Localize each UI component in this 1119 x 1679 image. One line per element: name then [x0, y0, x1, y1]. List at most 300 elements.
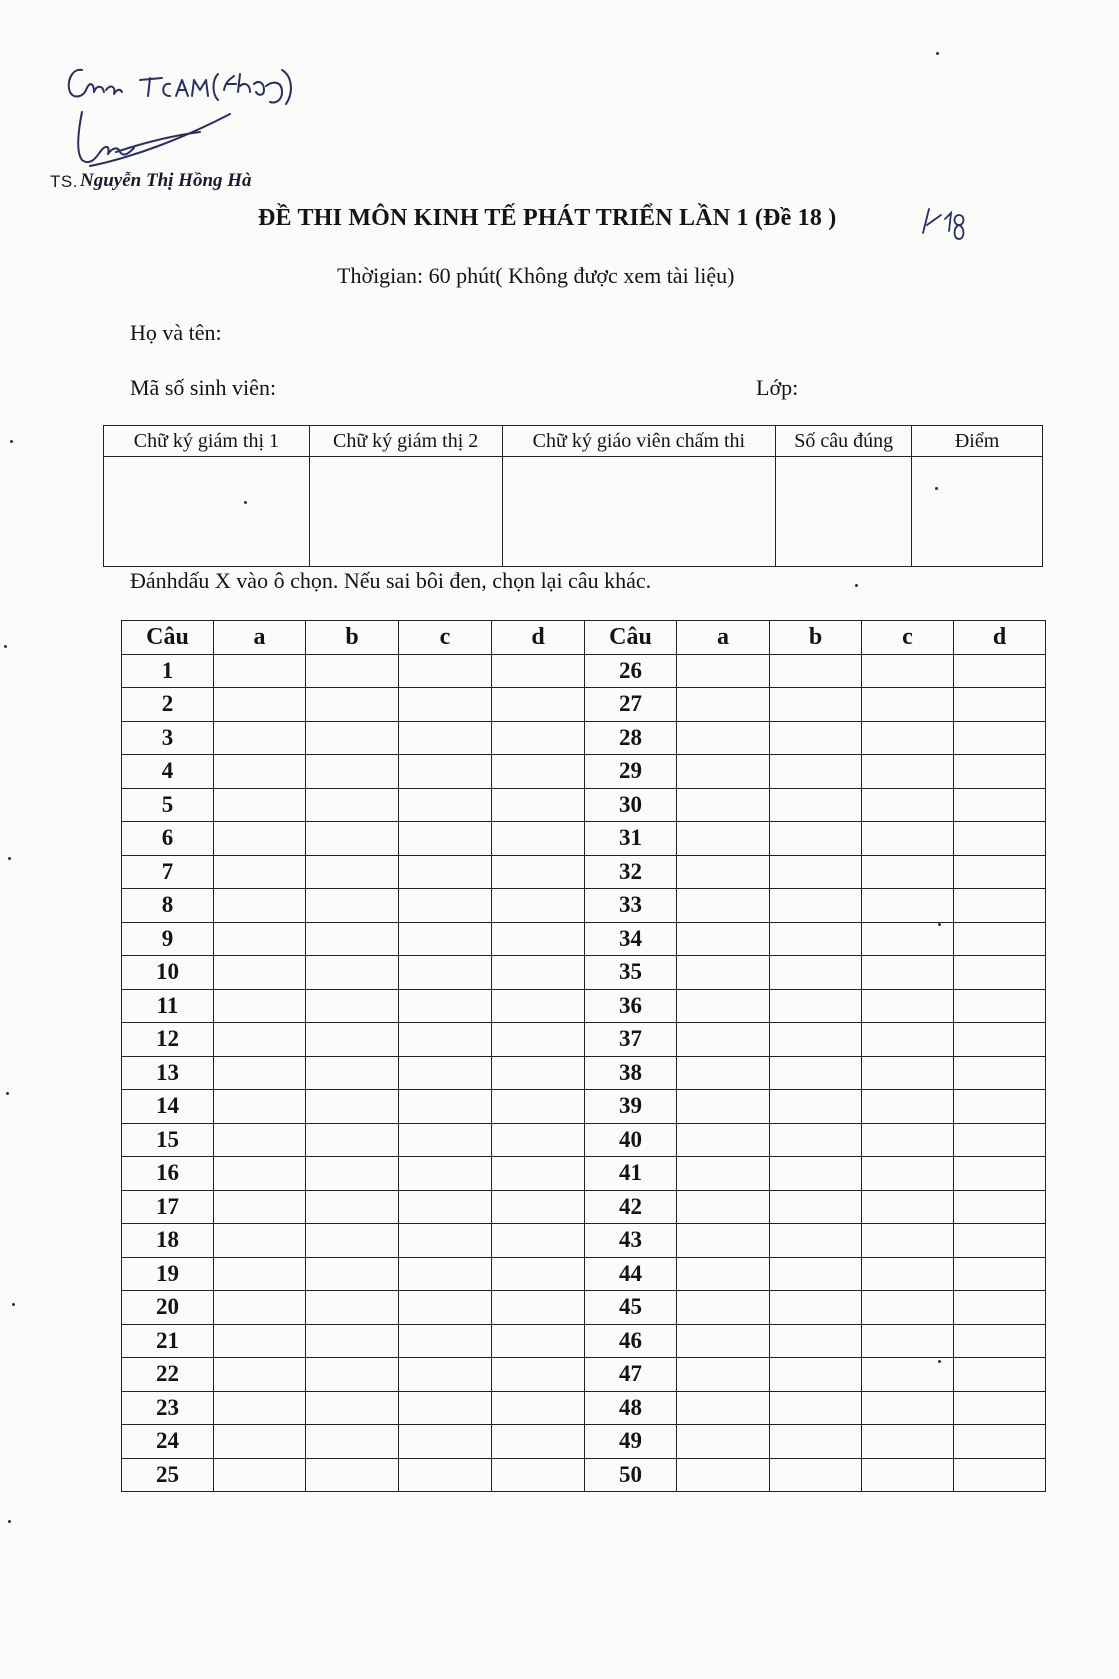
- answer-option-c-cell[interactable]: [862, 1056, 954, 1090]
- answer-option-a-cell[interactable]: [214, 822, 306, 856]
- answer-option-d-cell[interactable]: [954, 889, 1046, 923]
- answer-option-a-cell[interactable]: [677, 654, 770, 688]
- answer-option-a-cell[interactable]: [214, 1056, 306, 1090]
- answer-option-d-cell[interactable]: [492, 1224, 585, 1258]
- answer-option-b-cell[interactable]: [306, 1090, 399, 1124]
- answer-option-a-cell[interactable]: [214, 922, 306, 956]
- answer-option-b-cell[interactable]: [306, 755, 399, 789]
- answer-row: [122, 1190, 1046, 1224]
- answer-row: [122, 1023, 1046, 1057]
- question-number-right: 42: [585, 1190, 677, 1224]
- answer-option-c-cell[interactable]: [399, 1458, 492, 1492]
- option-a-header-right: a: [677, 621, 770, 655]
- answer-row: [122, 1324, 1046, 1358]
- answer-option-a-cell[interactable]: [214, 1458, 306, 1492]
- answer-option-d-cell[interactable]: [492, 755, 585, 789]
- scan-speck: [8, 1520, 11, 1523]
- question-number-left: 13: [122, 1056, 214, 1090]
- scan-speck: [12, 1303, 15, 1306]
- question-number-left: 3: [122, 721, 214, 755]
- answer-option-b-cell[interactable]: [770, 1056, 862, 1090]
- answer-option-b-cell[interactable]: [770, 1224, 862, 1258]
- answer-option-d-cell[interactable]: [954, 922, 1046, 956]
- answer-row: [122, 1157, 1046, 1191]
- answer-row: [122, 1391, 1046, 1425]
- answer-option-a-cell[interactable]: [677, 922, 770, 956]
- question-number-left: 19: [122, 1257, 214, 1291]
- answer-option-d-cell[interactable]: [492, 1291, 585, 1325]
- question-number-left: 11: [122, 989, 214, 1023]
- answer-option-c-cell[interactable]: [862, 721, 954, 755]
- answer-option-b-cell[interactable]: [306, 1123, 399, 1157]
- answer-option-d-cell[interactable]: [492, 1358, 585, 1392]
- answer-option-b-cell[interactable]: [770, 989, 862, 1023]
- scan-speck: [244, 501, 247, 504]
- answer-option-b-cell[interactable]: [306, 1023, 399, 1057]
- question-number-left: 1: [122, 654, 214, 688]
- answer-option-d-cell[interactable]: [492, 989, 585, 1023]
- answer-option-a-cell[interactable]: [677, 855, 770, 889]
- answer-option-d-cell[interactable]: [954, 788, 1046, 822]
- answer-option-c-cell[interactable]: [399, 1391, 492, 1425]
- answer-option-a-cell[interactable]: [677, 1190, 770, 1224]
- question-number-right: 47: [585, 1358, 677, 1392]
- answer-option-b-cell[interactable]: [306, 889, 399, 923]
- grader-signature-header: Chữ ký giáo viên chấm thi: [502, 426, 776, 457]
- name-field-label: Họ và tên:: [130, 320, 222, 345]
- answer-option-c-cell[interactable]: [399, 855, 492, 889]
- answer-option-a-cell[interactable]: [677, 822, 770, 856]
- answer-option-c-cell[interactable]: [862, 1190, 954, 1224]
- answer-option-d-cell[interactable]: [954, 1224, 1046, 1258]
- answer-option-c-cell[interactable]: [862, 1257, 954, 1291]
- answer-option-c-cell[interactable]: [399, 889, 492, 923]
- question-header-right: Câu: [585, 621, 677, 655]
- answer-option-a-cell[interactable]: [677, 721, 770, 755]
- answer-option-a-cell[interactable]: [214, 956, 306, 990]
- answer-option-b-cell[interactable]: [770, 1425, 862, 1459]
- exam-duration-note: Thờigian: 60 phút( Không được xem tài liệu): [337, 263, 735, 288]
- answer-option-c-cell[interactable]: [862, 822, 954, 856]
- answer-option-b-cell[interactable]: [770, 1090, 862, 1124]
- answer-option-d-cell[interactable]: [954, 855, 1046, 889]
- answer-option-b-cell[interactable]: [770, 1291, 862, 1325]
- answer-option-b-cell[interactable]: [770, 922, 862, 956]
- answer-option-a-cell[interactable]: [214, 889, 306, 923]
- answer-option-c-cell[interactable]: [399, 688, 492, 722]
- answer-option-d-cell[interactable]: [492, 1123, 585, 1157]
- answer-option-a-cell[interactable]: [214, 1224, 306, 1258]
- answer-option-a-cell[interactable]: [677, 1224, 770, 1258]
- score-cell[interactable]: [912, 457, 1043, 567]
- question-number-left: 17: [122, 1190, 214, 1224]
- answer-option-c-cell[interactable]: [862, 1090, 954, 1124]
- answer-option-a-cell[interactable]: [214, 1190, 306, 1224]
- class-field-label: Lớp:: [756, 375, 799, 400]
- page-title: ĐỀ THI MÔN KINH TẾ PHÁT TRIỂN LẦN 1 (Đề 18 ): [258, 205, 837, 231]
- answer-option-b-cell[interactable]: [306, 688, 399, 722]
- answer-option-a-cell[interactable]: [214, 688, 306, 722]
- answer-grid: [121, 620, 1046, 1492]
- answer-option-c-cell[interactable]: [399, 654, 492, 688]
- scan-speck: [936, 52, 939, 55]
- scan-speck: [938, 1360, 941, 1363]
- answer-option-d-cell[interactable]: [492, 1056, 585, 1090]
- answer-option-a-cell[interactable]: [214, 654, 306, 688]
- answer-option-a-cell[interactable]: [677, 1157, 770, 1191]
- answer-option-c-cell[interactable]: [862, 1324, 954, 1358]
- answer-option-a-cell[interactable]: [677, 1123, 770, 1157]
- answer-option-c-cell[interactable]: [399, 755, 492, 789]
- question-number-right: 41: [585, 1157, 677, 1191]
- signature-score-table: [103, 425, 1043, 567]
- answer-option-b-cell[interactable]: [306, 788, 399, 822]
- question-number-right: 36: [585, 989, 677, 1023]
- question-number-right: 35: [585, 956, 677, 990]
- answer-option-c-cell[interactable]: [862, 1023, 954, 1057]
- answer-option-c-cell[interactable]: [399, 1023, 492, 1057]
- answer-option-d-cell[interactable]: [954, 1257, 1046, 1291]
- answer-option-b-cell[interactable]: [770, 1391, 862, 1425]
- answer-option-a-cell[interactable]: [214, 1324, 306, 1358]
- answer-option-d-cell[interactable]: [954, 1358, 1046, 1392]
- answer-option-b-cell[interactable]: [306, 1224, 399, 1258]
- answer-option-d-cell[interactable]: [492, 855, 585, 889]
- answer-option-a-cell[interactable]: [214, 1023, 306, 1057]
- answer-row: [122, 822, 1046, 856]
- answer-row: [122, 989, 1046, 1023]
- answer-option-d-cell[interactable]: [954, 1123, 1046, 1157]
- answer-option-c-cell[interactable]: [399, 956, 492, 990]
- answer-option-b-cell[interactable]: [306, 922, 399, 956]
- answer-option-d-cell[interactable]: [492, 1157, 585, 1191]
- question-number-left: 16: [122, 1157, 214, 1191]
- answer-option-b-cell[interactable]: [770, 1324, 862, 1358]
- answer-option-a-cell[interactable]: [677, 1090, 770, 1124]
- answer-option-c-cell[interactable]: [399, 788, 492, 822]
- answer-option-a-cell[interactable]: [214, 989, 306, 1023]
- correct-count-header: Số câu đúng: [776, 426, 912, 457]
- answer-option-a-cell[interactable]: [677, 1291, 770, 1325]
- answer-option-d-cell[interactable]: [954, 1324, 1046, 1358]
- answer-option-c-cell[interactable]: [862, 1425, 954, 1459]
- answer-option-a-cell[interactable]: [677, 989, 770, 1023]
- answer-option-d-cell[interactable]: [492, 788, 585, 822]
- correct-count-cell[interactable]: [776, 457, 912, 567]
- answer-option-a-cell[interactable]: [677, 956, 770, 990]
- answer-option-d-cell[interactable]: [954, 822, 1046, 856]
- question-number-right: 44: [585, 1257, 677, 1291]
- answer-option-d-cell[interactable]: [492, 822, 585, 856]
- answer-option-c-cell[interactable]: [862, 889, 954, 923]
- answer-option-d-cell[interactable]: [954, 1425, 1046, 1459]
- question-number-left: 4: [122, 755, 214, 789]
- question-number-right: 43: [585, 1224, 677, 1258]
- answer-option-a-cell[interactable]: [677, 755, 770, 789]
- signature-title-prefix: TS.: [50, 172, 78, 191]
- question-number-right: 26: [585, 654, 677, 688]
- answer-option-d-cell[interactable]: [492, 1425, 585, 1459]
- option-b-header-left: b: [306, 621, 399, 655]
- answer-option-a-cell[interactable]: [677, 1023, 770, 1057]
- answer-option-b-cell[interactable]: [306, 1458, 399, 1492]
- answer-option-d-cell[interactable]: [492, 956, 585, 990]
- answer-option-d-cell[interactable]: [492, 721, 585, 755]
- answer-row: [122, 755, 1046, 789]
- answer-option-b-cell[interactable]: [770, 721, 862, 755]
- answer-option-d-cell[interactable]: [492, 1190, 585, 1224]
- question-number-left: 18: [122, 1224, 214, 1258]
- proctor-1-signature-cell[interactable]: [104, 457, 310, 567]
- answer-option-b-cell[interactable]: [306, 1257, 399, 1291]
- scan-speck: [938, 923, 941, 926]
- question-number-left: 24: [122, 1425, 214, 1459]
- question-number-left: 5: [122, 788, 214, 822]
- answer-option-d-cell[interactable]: [954, 1458, 1046, 1492]
- answer-row: [122, 1358, 1046, 1392]
- option-c-header-left: c: [399, 621, 492, 655]
- answer-option-d-cell[interactable]: [954, 1291, 1046, 1325]
- answer-option-a-cell[interactable]: [214, 721, 306, 755]
- answer-option-b-cell[interactable]: [306, 1157, 399, 1191]
- answer-option-a-cell[interactable]: [677, 688, 770, 722]
- answer-option-c-cell[interactable]: [399, 1224, 492, 1258]
- answer-option-b-cell[interactable]: [770, 1023, 862, 1057]
- answer-option-a-cell[interactable]: [214, 1391, 306, 1425]
- answer-option-a-cell[interactable]: [214, 1425, 306, 1459]
- question-number-left: 25: [122, 1458, 214, 1492]
- answer-option-a-cell[interactable]: [677, 1056, 770, 1090]
- answer-row: [122, 654, 1046, 688]
- scan-speck: [4, 645, 7, 648]
- answer-option-b-cell[interactable]: [770, 1123, 862, 1157]
- answer-option-d-cell[interactable]: [954, 1090, 1046, 1124]
- answer-option-c-cell[interactable]: [399, 1291, 492, 1325]
- answer-option-c-cell[interactable]: [399, 721, 492, 755]
- answer-option-c-cell[interactable]: [862, 1157, 954, 1191]
- answer-option-b-cell[interactable]: [306, 956, 399, 990]
- question-number-left: 21: [122, 1324, 214, 1358]
- answer-option-c-cell[interactable]: [862, 654, 954, 688]
- answer-row: [122, 922, 1046, 956]
- answer-option-c-cell[interactable]: [399, 989, 492, 1023]
- answer-option-d-cell[interactable]: [954, 721, 1046, 755]
- question-number-right: 27: [585, 688, 677, 722]
- answer-option-a-cell[interactable]: [214, 1090, 306, 1124]
- answer-option-d-cell[interactable]: [492, 1257, 585, 1291]
- answer-option-a-cell[interactable]: [214, 1123, 306, 1157]
- answer-row: [122, 1123, 1046, 1157]
- answer-option-a-cell[interactable]: [214, 1257, 306, 1291]
- answer-option-c-cell[interactable]: [399, 1190, 492, 1224]
- answer-option-d-cell[interactable]: [954, 1190, 1046, 1224]
- signature-name: Nguyễn Thị Hồng Hà: [80, 170, 252, 191]
- answer-option-c-cell[interactable]: [862, 1458, 954, 1492]
- answer-option-b-cell[interactable]: [770, 1190, 862, 1224]
- answer-option-a-cell[interactable]: [214, 855, 306, 889]
- scan-speck: [6, 1092, 9, 1095]
- answer-option-b-cell[interactable]: [306, 1391, 399, 1425]
- answer-option-a-cell[interactable]: [214, 1358, 306, 1392]
- answer-option-c-cell[interactable]: [862, 922, 954, 956]
- answer-option-c-cell[interactable]: [399, 1257, 492, 1291]
- question-number-right: 31: [585, 822, 677, 856]
- answer-option-b-cell[interactable]: [306, 1425, 399, 1459]
- answer-option-c-cell[interactable]: [399, 922, 492, 956]
- grader-signature-cell[interactable]: [502, 457, 776, 567]
- question-number-right: 39: [585, 1090, 677, 1124]
- answer-option-c-cell[interactable]: [862, 688, 954, 722]
- question-number-right: 46: [585, 1324, 677, 1358]
- answer-option-d-cell[interactable]: [954, 989, 1046, 1023]
- answer-option-b-cell[interactable]: [306, 1358, 399, 1392]
- answer-option-a-cell[interactable]: [677, 1458, 770, 1492]
- answer-option-d-cell[interactable]: [492, 1023, 585, 1057]
- answer-option-d-cell[interactable]: [492, 889, 585, 923]
- question-number-right: 30: [585, 788, 677, 822]
- question-number-right: 28: [585, 721, 677, 755]
- answer-option-b-cell[interactable]: [306, 822, 399, 856]
- question-number-right: 37: [585, 1023, 677, 1057]
- answer-option-b-cell[interactable]: [306, 654, 399, 688]
- question-header-left: Câu: [122, 621, 214, 655]
- answer-option-b-cell[interactable]: [306, 1190, 399, 1224]
- option-b-header-right: b: [770, 621, 862, 655]
- answer-row: [122, 721, 1046, 755]
- answer-option-d-cell[interactable]: [954, 1056, 1046, 1090]
- answer-option-c-cell[interactable]: [399, 1056, 492, 1090]
- answer-option-c-cell[interactable]: [399, 1157, 492, 1191]
- question-number-left: 23: [122, 1391, 214, 1425]
- answer-option-c-cell[interactable]: [399, 1324, 492, 1358]
- answer-option-b-cell[interactable]: [306, 1291, 399, 1325]
- answer-option-d-cell[interactable]: [954, 688, 1046, 722]
- answer-option-d-cell[interactable]: [492, 922, 585, 956]
- answer-option-c-cell[interactable]: [399, 822, 492, 856]
- question-number-right: 29: [585, 755, 677, 789]
- answer-option-b-cell[interactable]: [770, 1358, 862, 1392]
- option-d-header-left: d: [492, 621, 585, 655]
- answer-row: [122, 889, 1046, 923]
- answer-option-d-cell[interactable]: [954, 1391, 1046, 1425]
- answer-option-b-cell[interactable]: [306, 989, 399, 1023]
- answer-option-b-cell[interactable]: [770, 889, 862, 923]
- question-number-left: 8: [122, 889, 214, 923]
- answer-option-b-cell[interactable]: [770, 688, 862, 722]
- answer-option-c-cell[interactable]: [399, 1358, 492, 1392]
- answer-option-b-cell[interactable]: [770, 1157, 862, 1191]
- option-c-header-right: c: [862, 621, 954, 655]
- question-number-left: 7: [122, 855, 214, 889]
- answer-row: [122, 1291, 1046, 1325]
- answer-option-d-cell[interactable]: [492, 1324, 585, 1358]
- answer-option-b-cell[interactable]: [306, 855, 399, 889]
- answer-option-c-cell[interactable]: [399, 1090, 492, 1124]
- answer-row: [122, 788, 1046, 822]
- question-number-left: 20: [122, 1291, 214, 1325]
- answer-option-a-cell[interactable]: [677, 1324, 770, 1358]
- answer-option-b-cell[interactable]: [770, 1458, 862, 1492]
- answer-option-d-cell[interactable]: [954, 1023, 1046, 1057]
- score-header: Điểm: [912, 426, 1043, 457]
- question-number-left: 10: [122, 956, 214, 990]
- answer-option-d-cell[interactable]: [954, 755, 1046, 789]
- answer-option-a-cell[interactable]: [677, 1425, 770, 1459]
- answer-option-d-cell[interactable]: [492, 688, 585, 722]
- proctor-2-signature-cell[interactable]: [309, 457, 502, 567]
- answer-option-c-cell[interactable]: [862, 1123, 954, 1157]
- question-number-right: 38: [585, 1056, 677, 1090]
- question-number-left: 14: [122, 1090, 214, 1124]
- answer-option-b-cell[interactable]: [770, 788, 862, 822]
- answer-option-c-cell[interactable]: [862, 788, 954, 822]
- question-number-right: 50: [585, 1458, 677, 1492]
- answer-row: [122, 1224, 1046, 1258]
- answer-option-a-cell[interactable]: [677, 1391, 770, 1425]
- answer-option-b-cell[interactable]: [770, 855, 862, 889]
- answer-option-b-cell[interactable]: [306, 721, 399, 755]
- answer-option-c-cell[interactable]: [862, 1224, 954, 1258]
- answer-option-d-cell[interactable]: [954, 654, 1046, 688]
- question-number-left: 22: [122, 1358, 214, 1392]
- question-number-left: 9: [122, 922, 214, 956]
- answer-option-b-cell[interactable]: [770, 755, 862, 789]
- answer-option-d-cell[interactable]: [954, 1157, 1046, 1191]
- answer-option-a-cell[interactable]: [677, 1358, 770, 1392]
- scan-speck: [855, 584, 858, 587]
- answer-option-c-cell[interactable]: [399, 1123, 492, 1157]
- question-number-right: 40: [585, 1123, 677, 1157]
- answer-row: [122, 1257, 1046, 1291]
- answer-option-b-cell[interactable]: [306, 1324, 399, 1358]
- answer-option-d-cell[interactable]: [492, 1458, 585, 1492]
- answer-option-c-cell[interactable]: [862, 1391, 954, 1425]
- answer-option-b-cell[interactable]: [306, 1056, 399, 1090]
- option-a-header-left: a: [214, 621, 306, 655]
- answer-option-a-cell[interactable]: [214, 788, 306, 822]
- answer-option-c-cell[interactable]: [862, 755, 954, 789]
- question-number-left: 6: [122, 822, 214, 856]
- answer-option-b-cell[interactable]: [770, 956, 862, 990]
- answer-option-a-cell[interactable]: [214, 1157, 306, 1191]
- answer-option-c-cell[interactable]: [862, 855, 954, 889]
- question-number-right: 34: [585, 922, 677, 956]
- answer-option-a-cell[interactable]: [677, 1257, 770, 1291]
- answer-option-d-cell[interactable]: [492, 1090, 585, 1124]
- question-number-right: 48: [585, 1391, 677, 1425]
- answer-option-a-cell[interactable]: [214, 755, 306, 789]
- answer-option-b-cell[interactable]: [770, 654, 862, 688]
- answer-option-d-cell[interactable]: [492, 1391, 585, 1425]
- answer-option-c-cell[interactable]: [399, 1425, 492, 1459]
- answer-option-c-cell[interactable]: [862, 989, 954, 1023]
- question-number-right: 33: [585, 889, 677, 923]
- answer-option-c-cell[interactable]: [862, 1291, 954, 1325]
- proctor-1-signature-header: Chữ ký giám thị 1: [104, 426, 310, 457]
- answer-option-d-cell[interactable]: [954, 956, 1046, 990]
- answer-option-a-cell[interactable]: [677, 889, 770, 923]
- answer-option-c-cell[interactable]: [862, 956, 954, 990]
- answer-option-a-cell[interactable]: [677, 788, 770, 822]
- answer-option-b-cell[interactable]: [770, 1257, 862, 1291]
- answer-option-d-cell[interactable]: [492, 654, 585, 688]
- question-number-left: 15: [122, 1123, 214, 1157]
- answer-row: [122, 1056, 1046, 1090]
- question-number-right: 45: [585, 1291, 677, 1325]
- answer-option-b-cell[interactable]: [770, 822, 862, 856]
- answer-option-a-cell[interactable]: [214, 1291, 306, 1325]
- scan-speck: [935, 487, 938, 490]
